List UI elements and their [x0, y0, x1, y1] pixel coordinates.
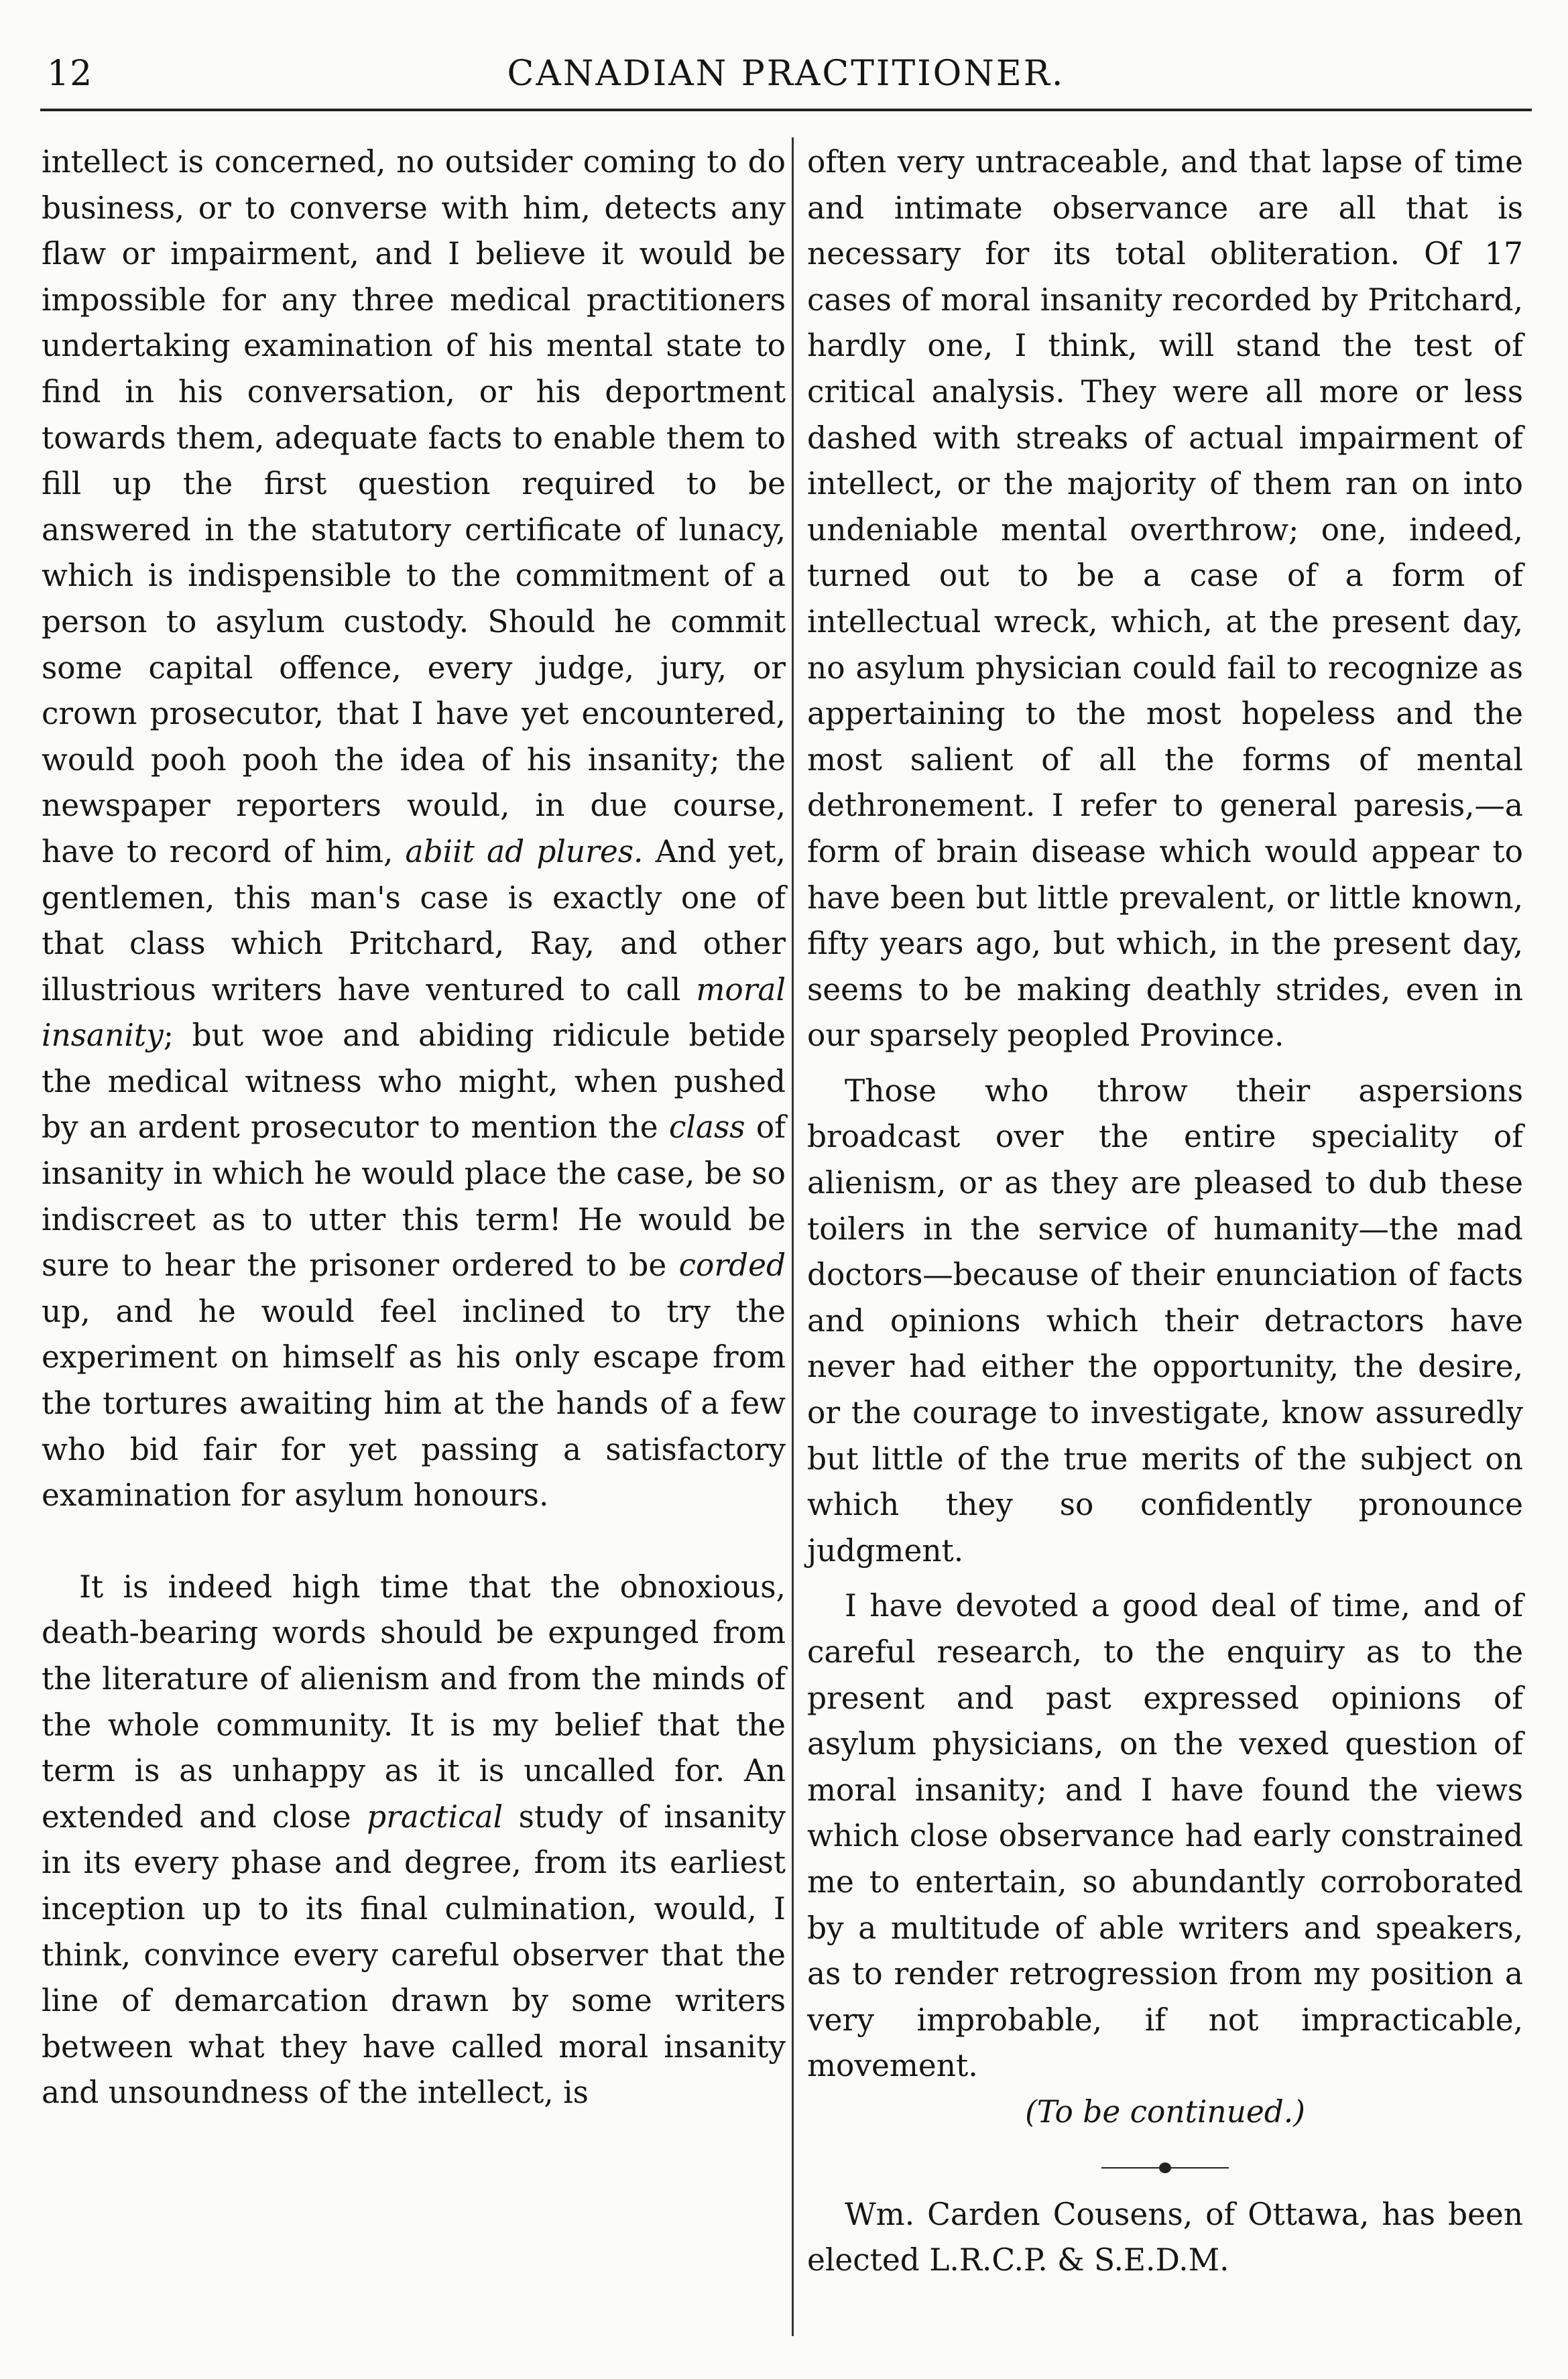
news-note: Wm. Carden Cousens, of Ottawa, has been elected L.R.C.P. & S.E.D.M. [807, 2196, 1523, 2278]
italic-phrase-moral-insanity: moral insanity [42, 971, 786, 1054]
page-header [40, 40, 1532, 107]
left-paragraph-1-text: intellect is concerned, no outsider coming to do business, or to converse with him, detects any flaw or impairment, and I believe it would be impossible for any three medical practitioners undertaking examination of his mental state to find in his conversation, or his deportment towards them, adequate facts to enable them to fill up the first question required to be answered in the statutory certificate of lunacy, which is indispensible to the commitment of a person to asylum custody. Should he commit some capital offence, every judge, jury, or crown prosecutor, that I have yet encountered, would pooh pooh the idea of his insanity; the newspaper reporters would, in due course, have to record of him, [42, 144, 786, 869]
ornament-dot [1159, 2162, 1171, 2173]
column-divider [792, 137, 794, 2336]
left-paragraph-1 [42, 139, 786, 1519]
italic-word-corded: corded [678, 1247, 786, 1284]
right-column [807, 139, 1523, 2284]
page-number: 12 [47, 54, 93, 94]
right-paragraph-2: Those who throw their aspersions broadcast over the entire speciality of alienism, or as they are pleased to dub these toilers in the service of humanity—the mad doctors—because of their enunciation of facts and opinions which their detractors have never had either the opportunity, the desire, or the courage to investigate, know assuredly but little of the true merits of the subject on which they so confidently pronounce judgment. [807, 1073, 1523, 1569]
left-column [42, 139, 786, 2116]
left-paragraph-2-text-b: study of insanity in its every phase and degree, from its earliest inception up to its final culmination, would, I think, convince every careful observer that the line of demarcation drawn by some writers between what they have called moral insanity and unsoundness of the intellect, is [42, 1798, 786, 2111]
left-paragraph-1-text-d: of insanity in which he would place the case, be so indiscreet as to utter this term! He would be sure to hear the prisoner ordered to be [42, 1109, 786, 1284]
left-paragraph-1-text-c: ; but woe and abiding ridicule betide the medical witness who might, when pushed by an ardent prosecutor to mention the [42, 1018, 786, 1146]
header-rule [40, 109, 1532, 111]
italic-word-class: class [668, 1109, 745, 1146]
left-paragraph-1-text-b: And yet, gentlemen, this man's case is exactly one of that class which Pritchard, Ray, and other illustrious writers have ventured to call [42, 833, 786, 1008]
right-paragraph-3: I have devoted a good deal of time, and of careful research, to the enquiry as to the present and past expressed opinions of asylum physicians, on the vexed question of moral insanity; and I have found the views which close observance had early constrained me to entertain, so abundantly corroborated by a multitude of able writers and speakers, as to render retrogression from my position a very improbable, if not impracticable, movement. [807, 1588, 1523, 2084]
right-paragraph-1: often very untraceable, and that lapse of time and intimate observance are all that is necessary for its total obliteration. Of 17 cases of moral insanity recorded by Pritchard, hardly one, I think, will stand the test of critical analysis. They were all more or less dashed with streaks of actual impairment of intellect, or the majority of them ran on into undeniable mental overthrow; one, indeed, turned out to be a case of a form of intellectual wreck, which, at the present day, no asylum physician could fail to recognize as appertaining to the most hopeless and the most salient of all the forms of mental dethronement. I refer to general paresis,—a form of brain disease which would appear to have been but little prevalent, or little known, fifty years ago, but which, in the present day, seems to be making deathly strides, even in our sparsely peopled Province. [807, 144, 1523, 1054]
to-be-continued: (To be continued.) [1025, 2093, 1305, 2130]
left-paragraph-2-text: It is indeed high time that the obnoxious, death-bearing words should be expunged from the literature of alienism and from the minds of the whole community. It is my belief that the term is as unhappy as it is uncalled for. An extended and close [42, 1569, 786, 1835]
left-paragraph-2 [42, 1565, 786, 2116]
left-paragraph-1-text-e: up, and he would feel inclined to try the experiment on himself as his only escape from the tortures awaiting him at the hands of a few who bid fair for yet passing a satisfactory examination for asylum honours. [42, 1293, 786, 1514]
section-divider-ornament [1101, 2161, 1229, 2175]
running-title: CANADIAN PRACTITIONER. [507, 54, 1065, 94]
italic-word-practical: practical [367, 1798, 503, 1835]
italic-phrase-abiit: abiit ad plures. [405, 833, 644, 869]
